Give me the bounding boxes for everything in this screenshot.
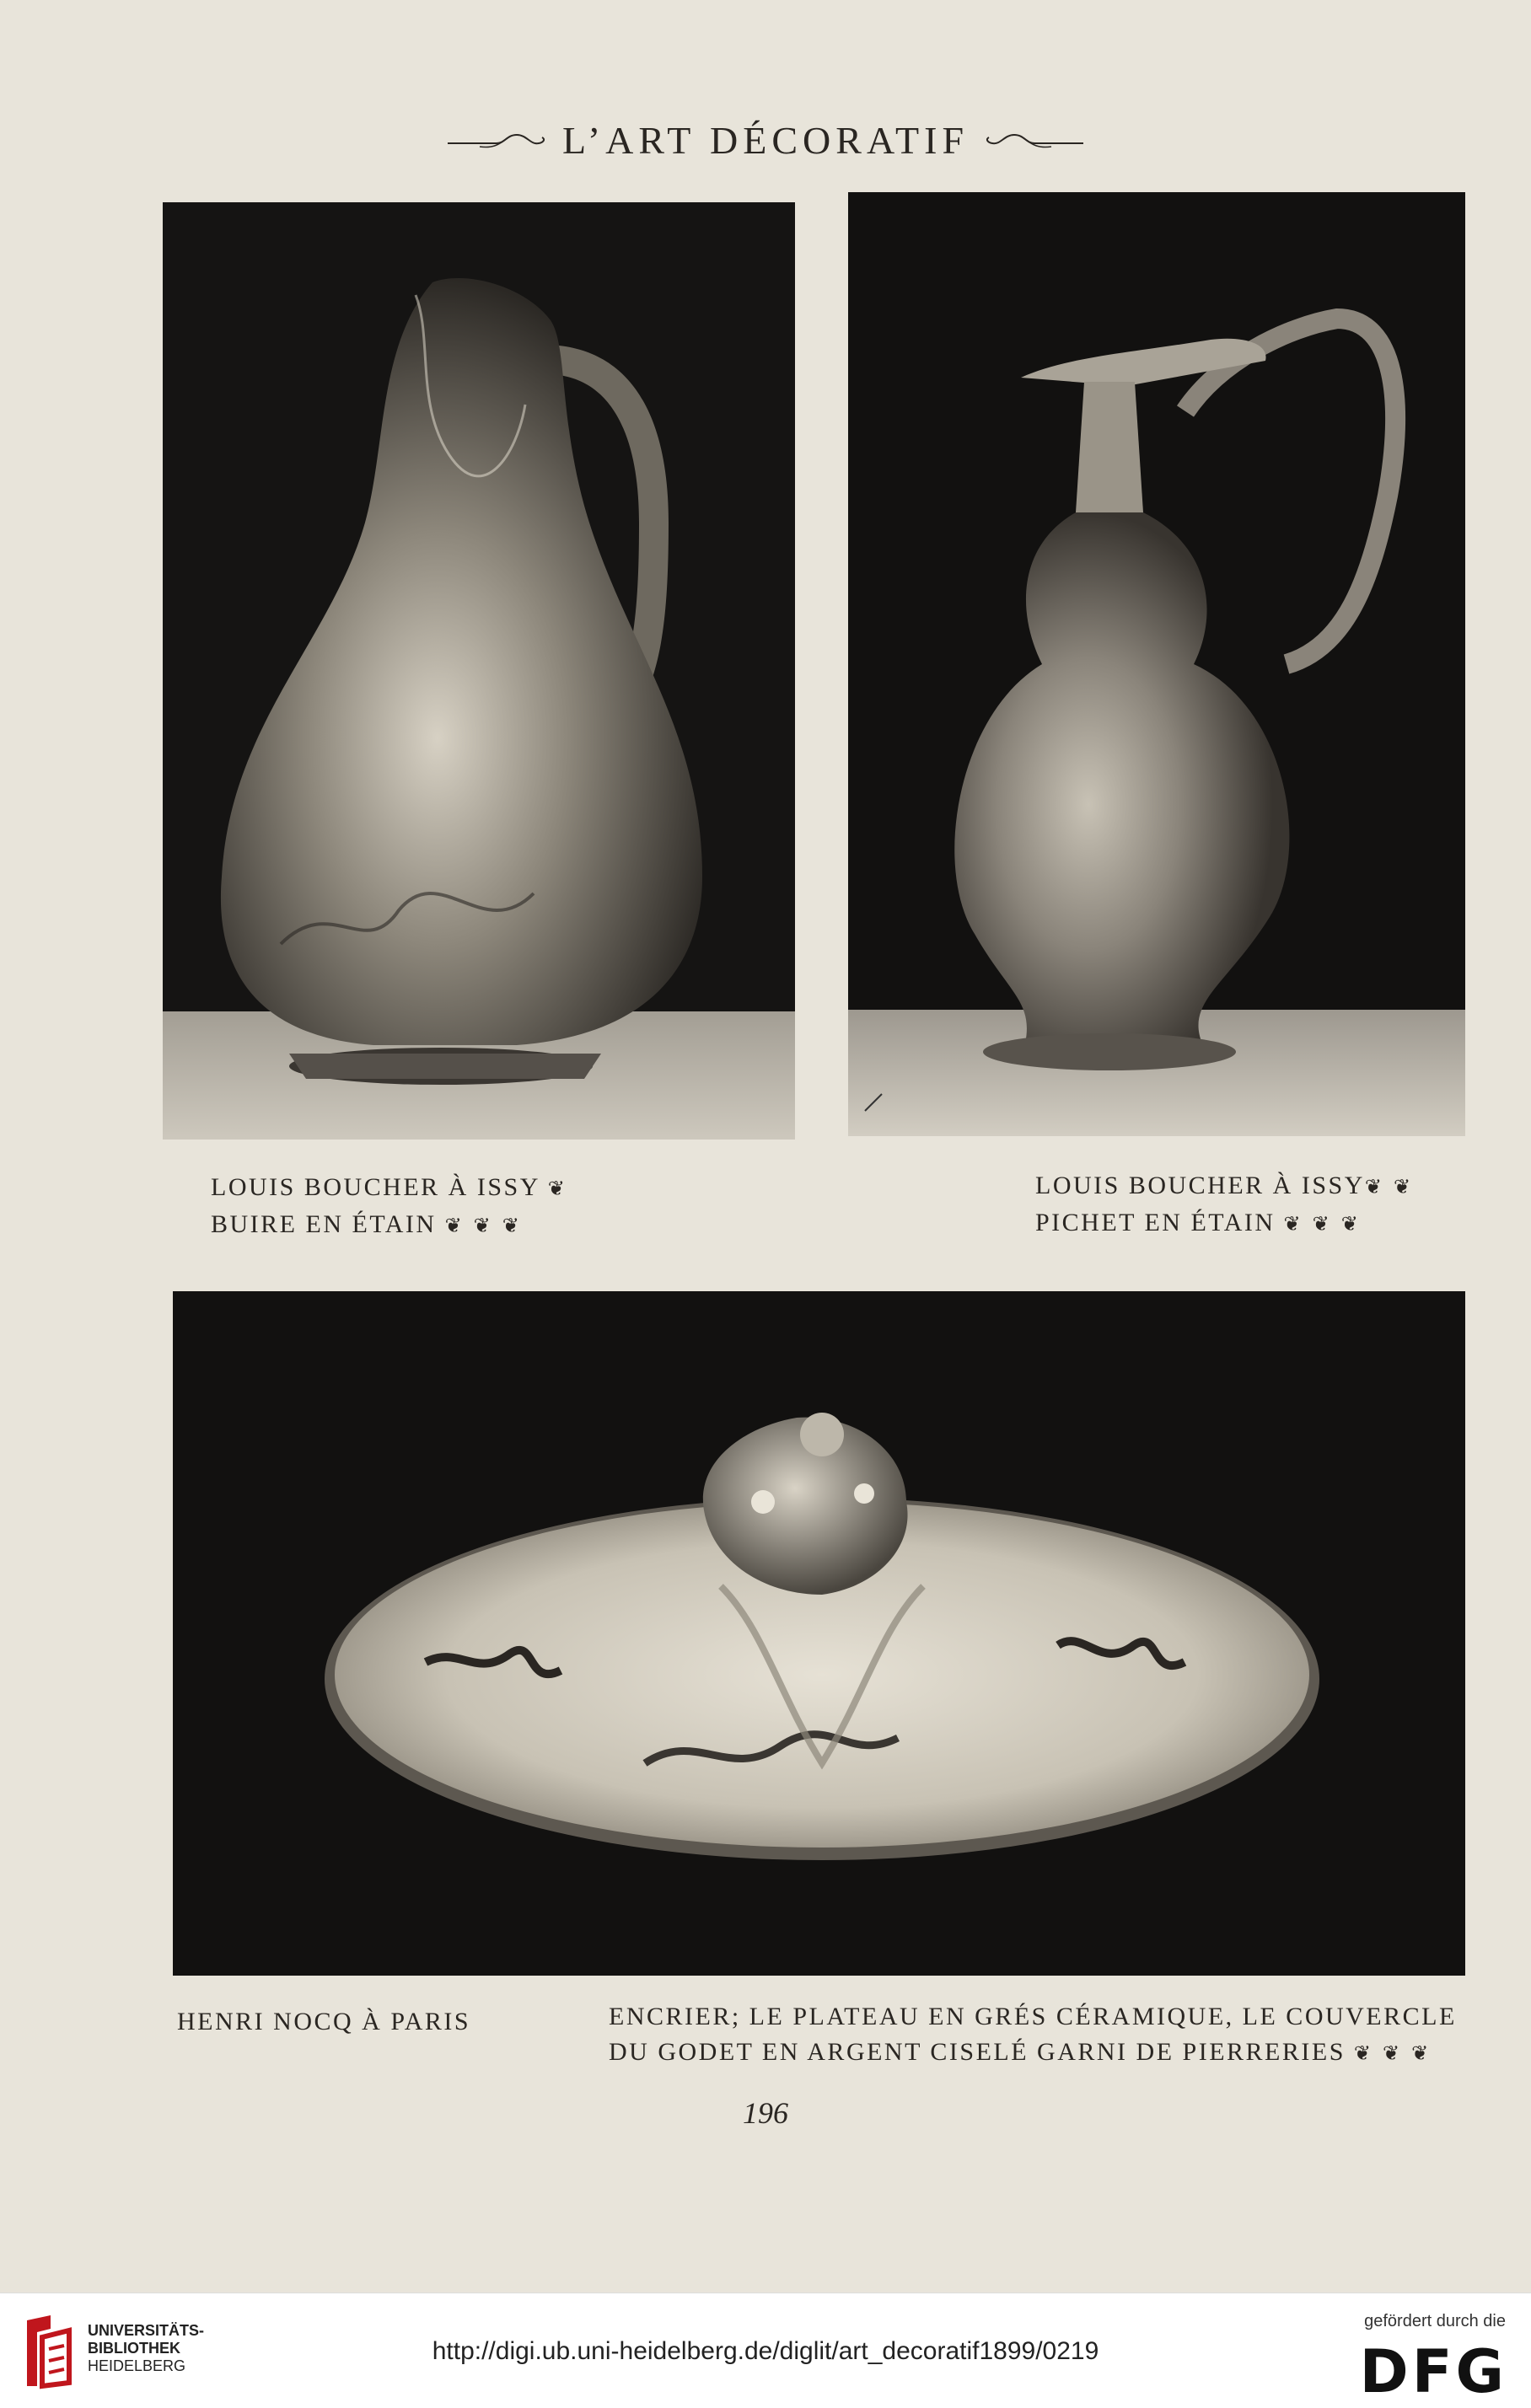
photo-encrier [173, 1291, 1465, 1976]
footer-bar [0, 2293, 1531, 2408]
caption-henri-nocq: HENRI NOCQ À PARIS [177, 2008, 471, 2035]
header-title: L’ART DÉCORATIF [561, 119, 970, 162]
fleuron-icon: ❦ ❦ ❦ [1283, 1214, 1362, 1236]
ornament-right-icon [984, 128, 1085, 153]
caption-buire-maker: LOUIS BOUCHER À ISSY [211, 1173, 540, 1201]
ornament-left-icon [446, 128, 547, 153]
running-header [0, 118, 1531, 160]
photo-buire-etain [163, 202, 795, 1140]
caption-pichet-maker: LOUIS BOUCHER À ISSY [1035, 1172, 1365, 1199]
fleuron-icon: ❦ ❦ [1364, 1177, 1415, 1199]
fleuron-icon: ❦ [547, 1178, 568, 1200]
dfg-logo-icon[interactable]: DFG [1359, 2337, 1507, 2406]
library-name-line2: BIBLIOTHEK [88, 2340, 180, 2357]
fleuron-icon: ❦ ❦ ❦ [1353, 2043, 1432, 2065]
library-name-line1: UNIVERSITÄTS- [88, 2322, 205, 2339]
caption-buire [211, 1170, 568, 1244]
fleuron-icon: ❦ ❦ ❦ [444, 1215, 523, 1237]
caption-buire-title: BUIRE EN ÉTAIN [211, 1210, 437, 1238]
caption-pichet [1035, 1168, 1414, 1242]
page-number: 196 [743, 2096, 788, 2130]
caption-encrier-line1: ENCRIER; LE PLATEAU EN GRÉS CÉRAMIQUE, LE COUVERCLE [609, 2003, 1457, 2030]
caption-encrier [609, 1999, 1457, 2072]
caption-pichet-title: PICHET EN ÉTAIN [1035, 1209, 1276, 1236]
library-name-line3: HEIDELBERG [88, 2357, 186, 2374]
photo-pichet-etain [848, 192, 1465, 1136]
funded-by-label: gefördert durch die [1364, 2312, 1506, 2330]
caption-encrier-line2: DU GODET EN ARGENT CISELÉ GARNI DE PIERRERIES [609, 2038, 1346, 2066]
source-url-link[interactable]: http://digi.ub.uni-heidelberg.de/diglit/art_decoratif1899/0219 [432, 2337, 1099, 2365]
